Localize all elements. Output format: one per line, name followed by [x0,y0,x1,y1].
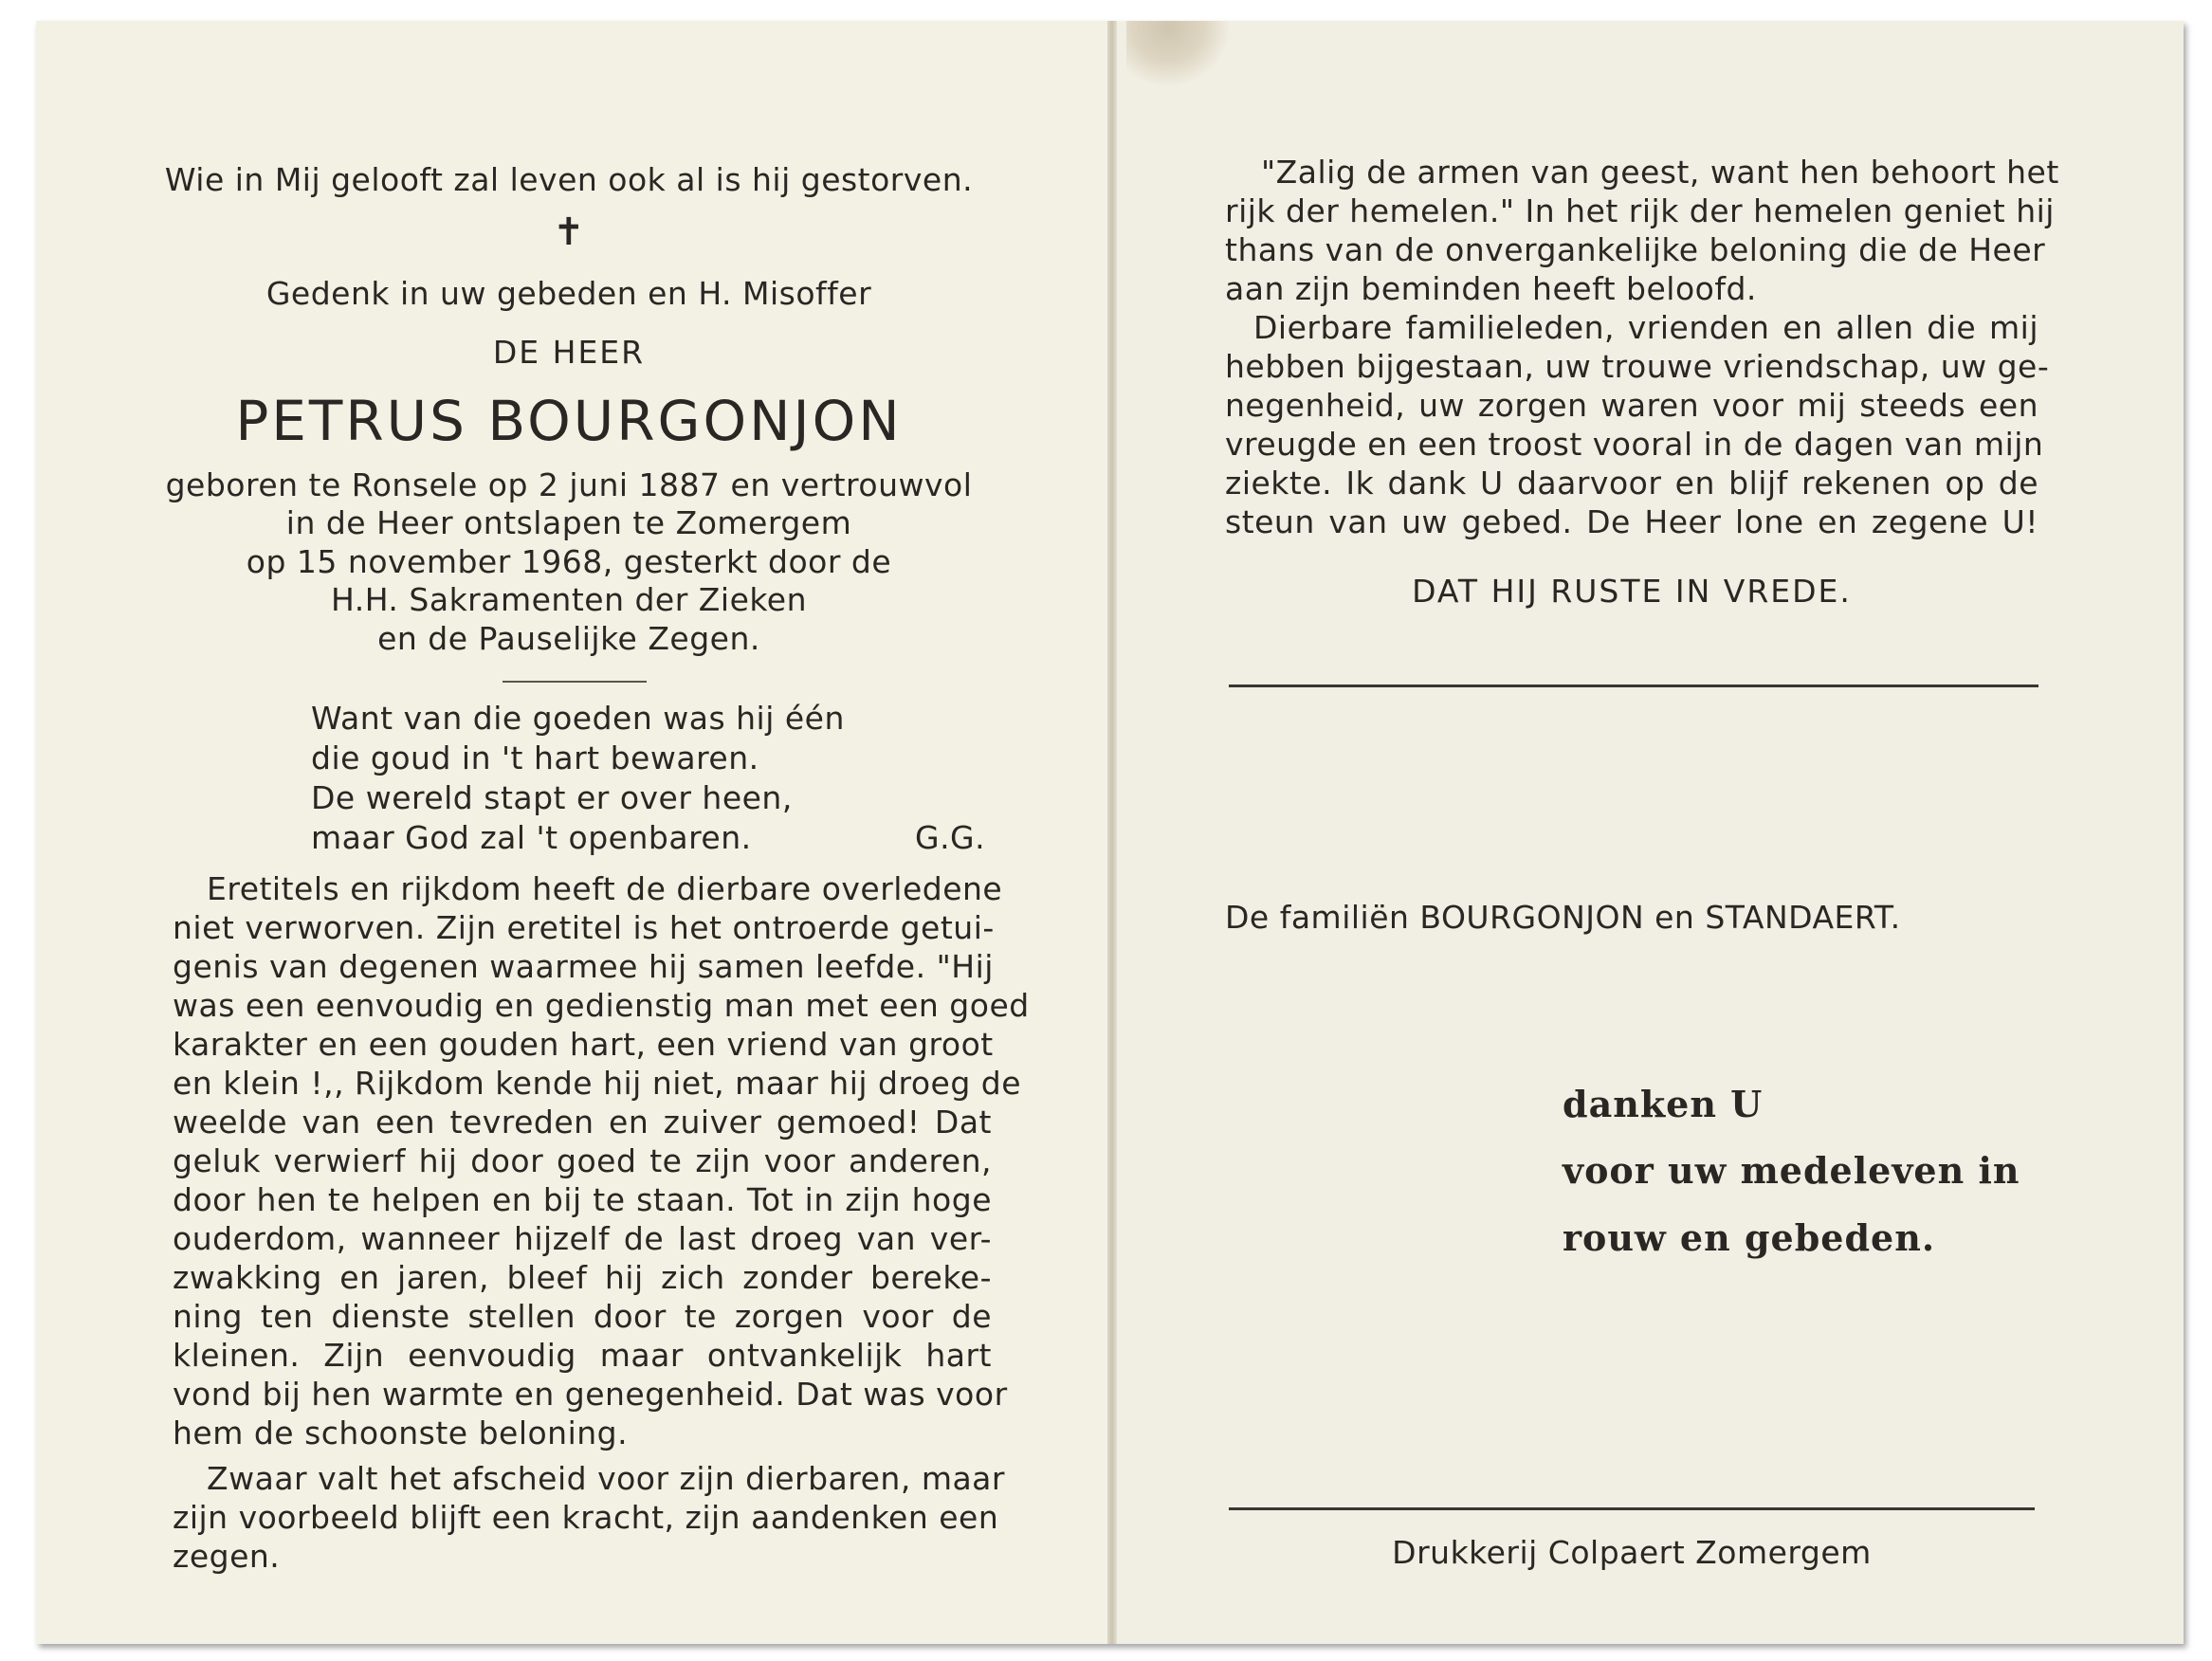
bio-line: H.H. Sakramenten der Zieken [330,581,808,618]
paragraph-line: niet verworven. Zijn eretitel is het ontroerde getui- [173,909,995,946]
rest-in-peace: DAT HIJ RUSTE IN VREDE. [1412,573,1852,610]
paragraph-line: Eretitels en rijkdom heeft de dierbare overledene [207,870,1003,907]
bio-line: en de Pauselijke Zegen. [377,620,760,657]
paragraph-line: en klein !,, Rijkdom kende hij niet, maar hij droeg de [173,1065,1022,1102]
paragraph-line: zijn voorbeeld blijft een kracht, zijn aandenken een [173,1499,999,1536]
paragraph-line: vond bij hen warmte en genegenheid. Dat was voor [173,1376,1008,1413]
quote-line: aan zijn beminden heeft beloofd. [1225,270,1757,307]
poem-line: De wereld stapt er over heen, [311,779,793,816]
title-heer: DE HEER [492,334,646,371]
farewell-line: negenheid, uw zorgen waren voor mij steeds een [1225,387,2038,424]
motto: Wie in Mij gelooft zal leven ook al is hij gestorven. [164,161,974,198]
divider [1229,684,2038,687]
paragraph-line: Zwaar valt het afscheid voor zijn dierbaren, maar [207,1460,1005,1497]
poem-line: die goud in 't hart bewaren. [311,739,759,776]
farewell-line: hebben bijgestaan, uw trouwe vriendschap, uw ge- [1225,348,2050,385]
gedenk-line: Gedenk in uw gebeden en H. Misoffer [265,275,872,312]
card-fold [1107,21,1117,1644]
paper-tear [1126,21,1231,87]
paragraph-line: door hen te helpen en bij te staan. Tot in zijn hoge [173,1181,992,1218]
divider [1229,1507,2035,1510]
paragraph-line: ouderdom, wanneer hijzelf de last droeg van ver- [173,1220,992,1257]
bio-line: geboren te Ronsele op 2 juni 1887 en vertrouwvol [165,466,973,503]
cross-icon: ✝ [552,210,585,254]
thanks-line: rouw en gebeden. [1563,1216,1936,1259]
farewell-line: Dierbare familieleden, vrienden en allen die mij [1253,309,2038,346]
printer-line: Drukkerij Colpaert Zomergem [1392,1534,1872,1571]
bio-line: in de Heer ontslapen te Zomergem [285,504,852,541]
paragraph-line: was een eenvoudig en gedienstig man met een goed [173,987,1030,1024]
farewell-line: vreugde en een troost vooral in de dagen van mijn [1225,426,2044,463]
farewell-line: ziekte. Ik dank U daarvoor en blijf rekenen op de [1225,465,2038,502]
paragraph-line: kleinen. Zijn eenvoudig maar ontvankelijk hart [173,1337,992,1374]
paragraph-line: zegen. [173,1538,281,1575]
paragraph-line: genis van degenen waarmee hij samen leefde. "Hij [173,948,994,985]
paragraph-line: geluk verwierf hij door goed te zijn voor anderen, [173,1142,992,1179]
quote-line: thans van de onvergankelijke beloning die de Heer [1225,231,2046,268]
paragraph-line: hem de schoonste beloning. [173,1415,629,1451]
families-line: De familiën BOURGONJON en STANDAERT. [1225,899,1901,936]
paragraph-line: weelde van een tevreden en zuiver gemoed! Dat [173,1104,992,1141]
divider [503,681,647,683]
deceased-name: PETRUS BOURGONJON [235,389,903,453]
paragraph-line: zwakking en jaren, bleef hij zich zonder bereke- [173,1259,992,1296]
bio-line: op 15 november 1968, gesterkt door de [246,543,892,580]
quote-line: rijk der hemelen." In het rijk der hemelen geniet hij [1225,192,2055,229]
poem-line: Want van die goeden was hij één [311,700,845,737]
poem-line: maar God zal 't openbaren. [311,819,752,856]
quote-line: "Zalig de armen van geest, want hen behoort het [1261,154,2059,191]
farewell-line: steun van uw gebed. De Heer lone en zegene U! [1225,503,2038,540]
thanks-line: voor uw medeleven in [1563,1149,2020,1192]
paragraph-line: ning ten dienste stellen door te zorgen voor de [173,1298,992,1335]
paragraph-line: karakter en een gouden hart, een vriend van groot [173,1026,994,1063]
poem-author: G.G. [915,819,986,856]
thanks-line: danken U [1563,1083,1764,1125]
